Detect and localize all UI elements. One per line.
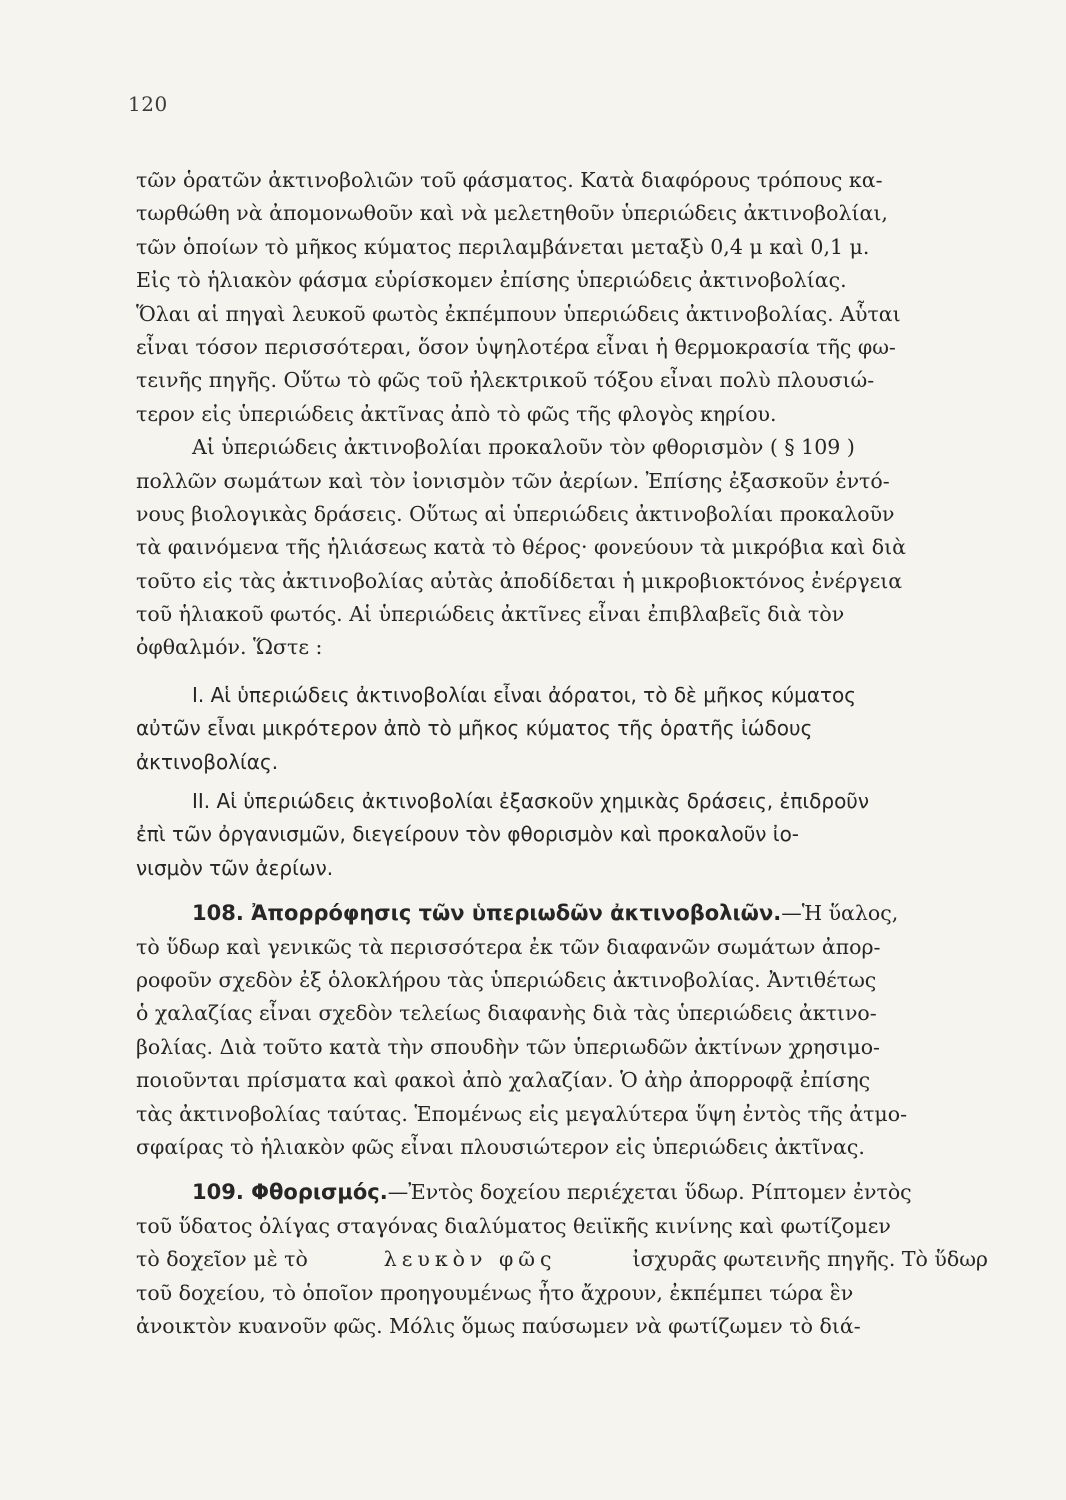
text-line: τοῦ δοχείου, τὸ ὁποῖον προηγουμένως ἦτο ἄχρουν, ἐκπέμπει τώρα ἓν [136,1280,854,1305]
text-line: Εἰς τὸ ἡλιακὸν φάσμα εὑρίσκομεν ἐπίσης ὑπεριώδεις ἀκτινοβολίας. [136,268,847,293]
page-number: 120 [128,92,168,116]
text-line: τῶν ὁρατῶν ἀκτινοβολιῶν τοῦ φάσματος. Κατὰ διαφόρους τρόπους κα- [136,168,883,192]
text-line: τοῦ ἡλιακοῦ φωτός. Αἱ ὑπεριώδεις ἀκτῖνες εἶναι ἐπιβλαβεῖς διὰ τὸν [136,602,845,627]
text-segment: τὸ δοχεῖον μὲ τὸ [136,1247,308,1272]
text-line: ὀφθαλμόν. Ὥστε : [136,635,323,660]
text-line: τεινῆς πηγῆς. Οὕτω τὸ φῶς τοῦ ἠλεκτρικοῦ τόξου εἶναι πολὺ πλουσιώ- [136,368,875,393]
text-line: εἶναι τόσον περισσότεραι, ὅσον ὑψηλοτέρα εἶναι ἡ θερμοκρασία τῆς φω- [136,334,896,359]
text-line: Ὅλαι αἱ πηγαὶ λευκοῦ φωτὸς ἐκπέμπουν ὑπεριώδεις ἀκτινοβολίας. Αὗται [136,301,901,326]
text-line: νους βιολογικὰς δράσεις. Οὕτως αἱ ὑπεριώδεις ἀκτινοβολίαι προκαλοῦν [136,501,895,526]
section-109 [136,1176,988,1343]
text-line: II. Αἱ ὑπεριώδεις ἀκτινοβολίαι ἐξασκοῦν χημικὰς δράσεις, ἐπιδροῦν [192,789,870,814]
text-line: ἀκτινοβολίας. [136,749,279,774]
text-line: τὰ φαινόμενα τῆς ἡλιάσεως κατὰ τὸ θέρος· φονεύουν τὰ μικρόβια καὶ διὰ [136,535,907,560]
section-109-first-line [136,1176,988,1209]
text-segment: ἰσχυρᾶς φωτεινῆς πηγῆς. Τὸ ὕδωρ [632,1247,988,1272]
paragraph-ultraviolet-effects [136,431,988,665]
text-line: τοῦ ὕδατος ὀλίγας σταγόνας διαλύματος θειϊκῆς κινίνης καὶ φωτίζομεν [136,1213,891,1238]
text-line: τὰς ἀκτινοβολίας ταύτας. Ἑπομένως εἰς μεγαλύτερα ὕψη ἐντὸς τῆς ἀτμο- [136,1101,908,1126]
text-line: τερον εἰς ὑπεριώδεις ἀκτῖνας ἀπὸ τὸ φῶς τῆς φλογὸς κηρίου. [136,401,777,426]
emphasized-phrase: λευκὸν φῶς [383,1247,557,1272]
text-line: σφαίρας τὸ ἡλιακὸν φῶς εἶναι πλουσιώτερον εἰς ὑπεριώδεις ἀκτῖνας. [136,1134,865,1159]
text-line: τοῦτο εἰς τὰς ἀκτινοβολίας αὐτὰς ἀποδίδεται ἡ μικροβιοκτόνος ἐνέργεια [136,568,903,593]
text-line: ἐπὶ τῶν ὀργανισμῶν, διεγείρουν τὸν φθορισμὸν καὶ προκαλοῦν ἰο- [136,822,800,847]
text-line: Αἱ ὑπεριώδεις ἀκτινοβολίαι προκαλοῦν τὸν φθορισμὸν ( § 109 ) [192,435,855,460]
summary-point-ii [136,785,988,885]
text-line: ὁ χαλαζίας εἶναι σχεδὸν τελείως διαφανὴς διὰ τὰς ὑπεριώδεις ἀκτινο- [136,1001,877,1026]
text-line: I. Αἱ ὑπεριώδεις ἀκτινοβολίαι εἶναι ἀόρατοι, τὸ δὲ μῆκος κύματος [192,682,857,707]
text-line: νισμὸν τῶν ἀερίων. [136,855,334,880]
section-109-heading: 109. Φθορισμός. [192,1180,388,1205]
section-108-heading: 108. Ἀπορρόφησις τῶν ὑπεριωδῶν ἀκτινοβολιῶν. [192,901,782,926]
text-line: ροφοῦν σχεδὸν ἐξ ὁλοκλήρου τὰς ὑπεριώδεις ἀκτινοβολίας. Ἀντιθέτως [136,967,877,992]
summary-point-i [136,679,988,779]
text-line: ἀνοικτὸν κυανοῦν φῶς. Μόλις ὅμως παύσωμεν νὰ φωτίζωμεν τὸ διά- [136,1313,861,1338]
paragraph-ultraviolet-intro [136,164,988,431]
text-line: τῶν ὁποίων τὸ μῆκος κύματος περιλαμβάνεται μεταξὺ 0,4 μ καὶ 0,1 μ. [136,234,870,259]
section-108-first-line [136,897,988,930]
section-108 [136,897,988,1164]
section-109-first-text: —Ἐντὸς δοχείου περιέχεται ὕδωρ. Ρίπτομεν ἐντὸς [387,1180,912,1205]
text-line: ποιοῦνται πρίσματα καὶ φακοὶ ἀπὸ χαλαζίαν. Ὁ ἀὴρ ἀπορροφᾷ ἐπίσης [136,1068,871,1093]
text-line-with-emphasis [136,1243,988,1276]
body-text [136,164,988,1343]
text-line: τὸ ὕδωρ καὶ γενικῶς τὰ περισσότερα ἐκ τῶν διαφανῶν σωμάτων ἀπορ- [136,934,881,959]
section-108-first-text: —Ἡ ὕαλος, [781,901,899,926]
text-line: αὐτῶν εἶναι μικρότερον ἀπὸ τὸ μῆκος κύματος τῆς ὁρατῆς ἰώδους [136,716,813,741]
text-line: τωρθώθη νὰ ἀπομονωθοῦν καὶ νὰ μελετηθοῦν ὑπεριώδεις ἀκτινοβολίαι, [136,201,888,226]
text-line: πολλῶν σωμάτων καὶ τὸν ἰονισμὸν τῶν ἀερίων. Ἐπίσης ἐξασκοῦν ἐντό- [136,468,890,493]
text-line: βολίας. Διὰ τοῦτο κατὰ τὴν σπουδὴν τῶν ὑπεριωδῶν ἀκτίνων χρησιμο- [136,1034,880,1059]
